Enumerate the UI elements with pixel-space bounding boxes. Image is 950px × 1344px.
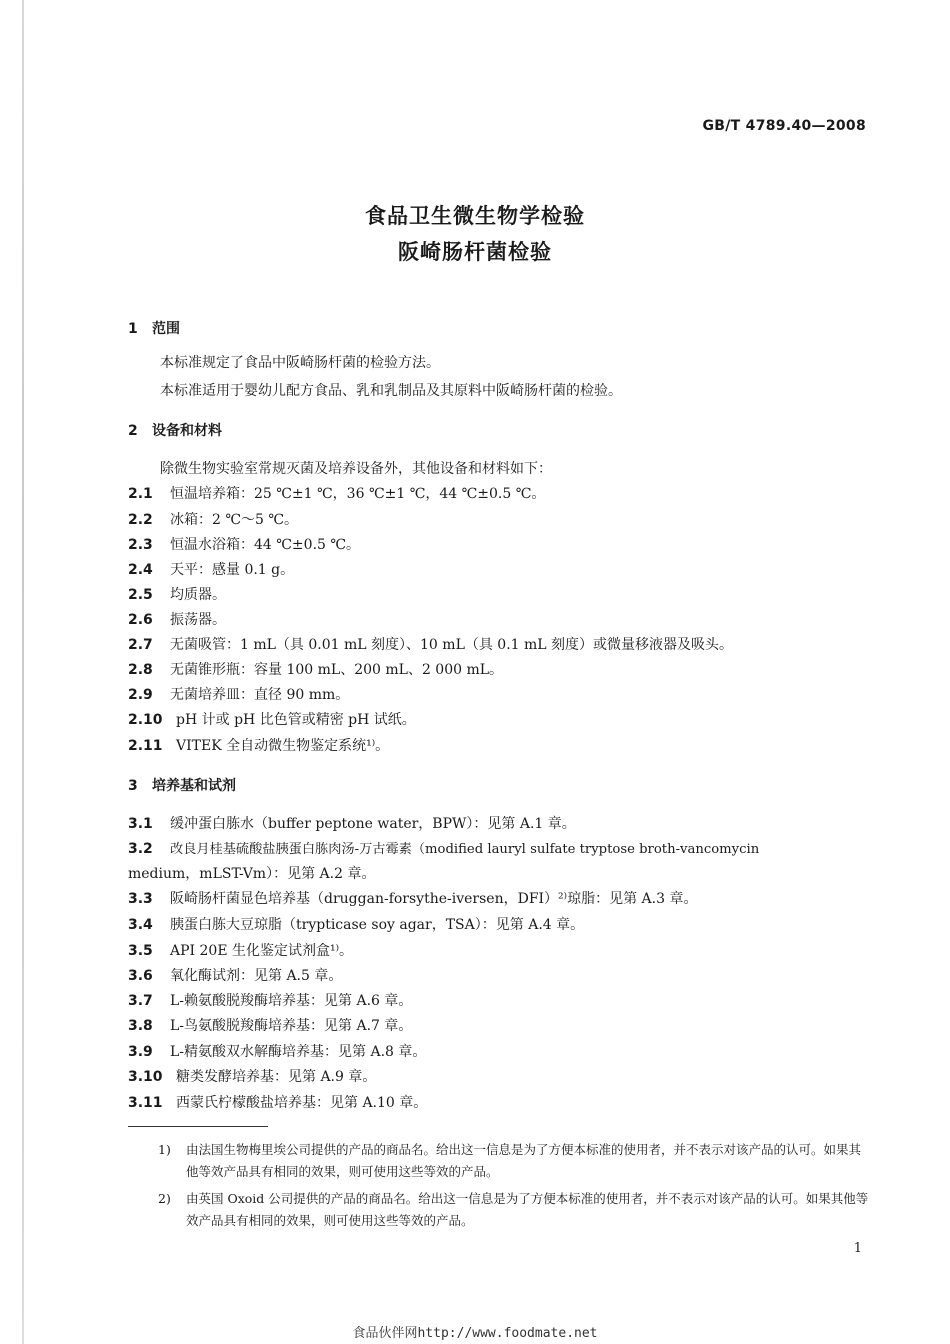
standard-number: GB/T 4789.40—2008: [702, 118, 866, 134]
list-item: 2.6 振荡器。: [128, 612, 226, 628]
footnote-1: [160, 1139, 872, 1183]
list-item: 3.11 西蒙氏柠檬酸盐培养基：见第 A.10 章。: [128, 1095, 428, 1111]
list-item: 2.7 无菌吸管：1 mL（具 0.01 mL 刻度）、10 mL（具 0.1 mL 刻度）或微量移液器及吸头。: [128, 637, 734, 653]
list-item-continuation: medium，mLST-Vm）：见第 A.2 章。: [128, 866, 376, 882]
section-title: 设备和材料: [152, 423, 222, 439]
list-item: 3.8 L-鸟氨酸脱羧酶培养基：见第 A.7 章。: [128, 1018, 413, 1034]
section-2-intro: 除微生物实验室常规灭菌及培养设备外，其他设备和材料如下：: [160, 461, 552, 477]
section-number: 1: [128, 321, 138, 337]
list-item: 2.4 天平：感量 0.1 g。: [128, 562, 295, 578]
list-item: 2.2 冰箱：2 ℃～5 ℃。: [128, 512, 299, 528]
footnote-separator: [128, 1126, 268, 1127]
footnote-marker: 2): [158, 1191, 171, 1206]
list-item: 3.9 L-精氨酸双水解酶培养基：见第 A.8 章。: [128, 1044, 427, 1060]
list-item: 2.5 均质器。: [128, 587, 226, 603]
list-item: 3.6 氧化酶试剂：见第 A.5 章。: [128, 968, 343, 984]
page-number: 1: [853, 1241, 862, 1256]
watermark: 食品伙伴网http://www.foodmate.net: [352, 1326, 598, 1341]
list-item: 2.3 恒温水浴箱：44 ℃±0.5 ℃。: [128, 537, 361, 553]
footnote-2: [160, 1188, 872, 1232]
list-item: 3.4 胰蛋白胨大豆琼脂（trypticase soy agar，TSA）：见第 A.4 章。: [128, 917, 585, 933]
section-title: 范围: [152, 321, 180, 337]
list-item: 3.5 API 20E 生化鉴定试剂盒¹⁾。: [128, 943, 354, 959]
list-item: 2.1 恒温培养箱：25 ℃±1 ℃，36 ℃±1 ℃，44 ℃±0.5 ℃。: [128, 486, 546, 502]
list-item: 2.10 pH 计或 pH 比色管或精密 pH 试纸。: [128, 712, 416, 728]
section-title: 培养基和试剂: [152, 778, 236, 794]
section-number: 2: [128, 423, 138, 439]
list-item: 3.10 糖类发酵培养基：见第 A.9 章。: [128, 1069, 377, 1085]
section-1-heading: [128, 318, 180, 338]
section-3-heading: [128, 775, 236, 795]
list-item: 3.3 阪崎肠杆菌显色培养基（druggan-forsythe-iversen，DFI）²⁾琼脂：见第 A.3 章。: [128, 891, 698, 907]
section-1-para-2: 本标准适用于婴幼儿配方食品、乳和乳制品及其原料中阪崎肠杆菌的检验。: [160, 383, 622, 399]
section-number: 3: [128, 778, 138, 794]
footnote-text: 由英国 Oxoid 公司提供的产品的商品名。给出这一信息是为了方便本标准的使用者，并不表示对该产品的认可。如果其他等效产品具有相同的效果，则可使用这些等效的产品。: [186, 1191, 869, 1228]
list-item: 2.11 VITEK 全自动微生物鉴定系统¹⁾。: [128, 738, 390, 754]
list-item: 3.2 改良月桂基硫酸盐胰蛋白胨肉汤-万古霉素（modified lauryl sulfate tryptose broth-vancomycin: [128, 841, 760, 857]
list-item: 3.1 缓冲蛋白胨水（buffer peptone water，BPW）：见第 A.1 章。: [128, 816, 576, 832]
list-item: 3.7 L-赖氨酸脱羧酶培养基：见第 A.6 章。: [128, 993, 413, 1009]
document-title-line1: 食品卫生微生物学检验: [365, 204, 585, 228]
section-2-heading: [128, 420, 222, 440]
list-item: 2.8 无菌锥形瓶：容量 100 mL、200 mL、2 000 mL。: [128, 662, 504, 678]
footnote-marker: 1): [158, 1142, 171, 1157]
document-title-line2: 阪崎肠杆菌检验: [398, 240, 552, 264]
section-1-para-1: 本标准规定了食品中阪崎肠杆菌的检验方法。: [160, 355, 440, 371]
footnote-text: 由法国生物梅里埃公司提供的产品的商品名。给出这一信息是为了方便本标准的使用者，并不表示对该产品的认可。如果其他等效产品具有相同的效果，则可使用这些等效的产品。: [186, 1142, 862, 1179]
list-item: 2.9 无菌培养皿：直径 90 mm。: [128, 687, 350, 703]
